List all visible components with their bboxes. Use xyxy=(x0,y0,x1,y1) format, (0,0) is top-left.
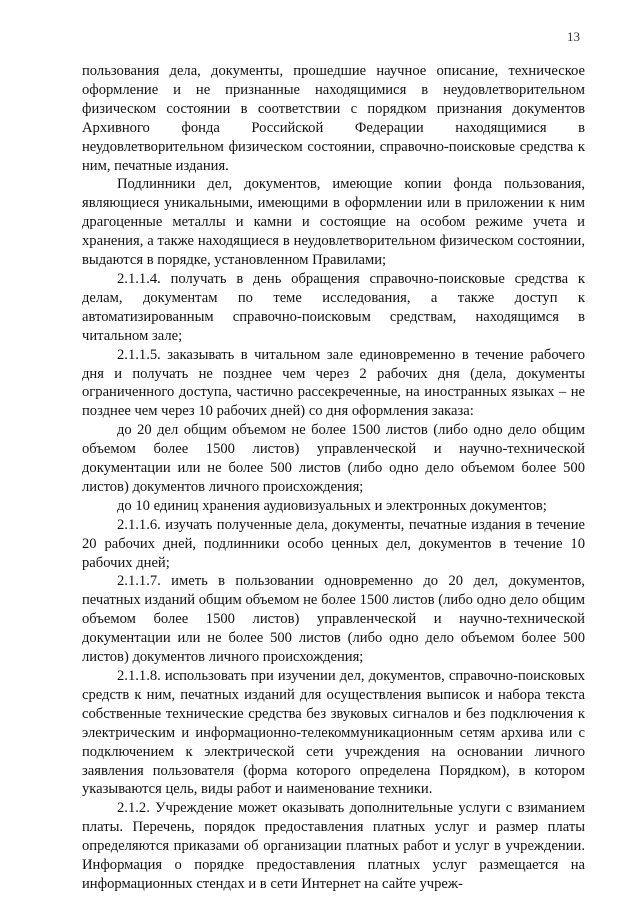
paragraph-limit-20-cases: до 20 дел общим объемом не более 1500 листов (либо одно дело общим объемом более 1500 листов) управленческой и научно-технической документации или не более 500 листов (либо одно дело объемом более 500 листов) документов личного происхождения; xyxy=(82,422,585,495)
paragraph-2-1-1-5: 2.1.1.5. заказывать в читальном зале единовременно в течение рабочего дня и получать не позднее чем через 2 рабочих дня (дела, документы ограниченного доступа, частично рассекреченные, на иностранных языках – не позднее чем через 10 рабочих дней) со дня оформления заказа: xyxy=(82,346,585,420)
paragraph-2-1-1-6: 2.1.1.6. изучать полученные дела, документы, печатные издания в течение 20 рабочих дней, подлинники особо ценных дел, документов в течение 10 рабочих дней; xyxy=(82,516,585,571)
paragraph-2-1-1-4: 2.1.1.4. получать в день обращения справочно-поисковые средства к делам, документам по теме исследования, а также доступ к автоматизированным справочно-поисковым средствам, находящимся в читальном зале; xyxy=(82,270,585,344)
paragraph-2-1-1-7: 2.1.1.7. иметь в пользовании одновременно до 20 дел, документов, печатных изданий общим объемом не более 1500 листов (либо одно дело общим объемом более 1500 листов) управленческой и научно-технической документации или не более 500 листов (либо одно дело объемом более 500 листов) документов личного происхождения; xyxy=(82,573,585,666)
body-text xyxy=(82,62,585,894)
paragraph-continuation: пользования дела, документы, прошедшие научное описание, техническое оформление и не признанные находящимися в неудовлетворительном физическом состоянии в соответствии с порядком признания документов Архивного фонда Российской Федерации находящимися в неудовлетворительном физическом состоянии, справочно-поисковые средства к ним, печатные издания. xyxy=(82,63,585,174)
page-number: 13 xyxy=(567,29,580,44)
paragraph-2-1-1-8: 2.1.1.8. использовать при изучении дел, документов, справочно-поисковых средств к ним, печатных изданий для осуществления выписок и набора текста собственные технические средства без звуковых сигналов и без подключения к электрическим и информационно-телекоммуникационным сетям архива или с подключением к электрической сети учреждения на основании личного заявления пользователя (форма которого определена Порядком), в котором указываются цель, виды работ и наименование техники. xyxy=(82,668,585,798)
paragraph-2-1-2: 2.1.2. Учреждение может оказывать дополнительные услуги с взиманием платы. Перечень, порядок предоставления платных услуг и размер платы определяются приказами об организации платных работ и услуг в учреждении. Информация о порядке предоставления платных услуг размещается на информационных стендах и в сети Интернет на сайте учреж- xyxy=(82,800,585,892)
paragraph-originals: Подлинники дел, документов, имеющие копии фонда пользования, являющиеся уникальными, имеющими в оформлении или в приложении к ним драгоценные металлы и камни и состоящие на особом режиме учета и хранения, а также находящиеся в неудовлетворительном физическом состоянии, выдаются в порядке, установленном Правилами; xyxy=(82,176,585,269)
paragraph-limit-10-units: до 10 единиц хранения аудиовизуальных и электронных документов; xyxy=(117,497,547,514)
